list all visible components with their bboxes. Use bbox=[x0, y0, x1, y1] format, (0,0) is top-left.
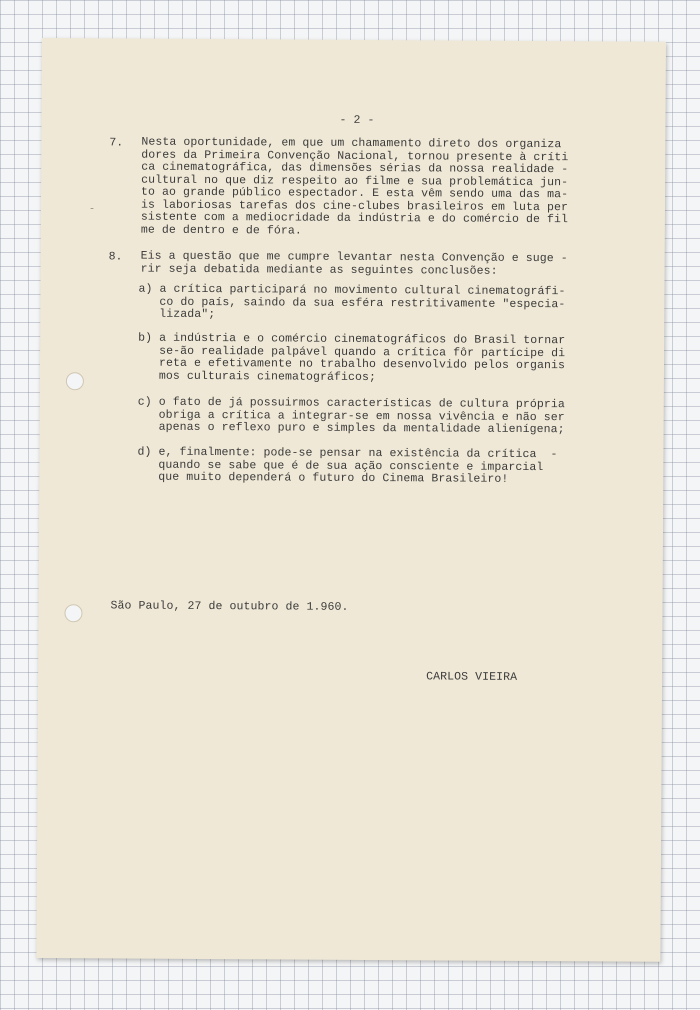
page-number: - 2 - bbox=[339, 113, 375, 128]
punch-hole bbox=[64, 604, 82, 622]
conclusion-c: c) o fato de já possuirmos características de cultura própria obriga a crítica a integrar-se em nossa vivência e não ser apenas o reflexo puro e simples da mentalidade alienígena; bbox=[137, 395, 565, 437]
margin-mark: - bbox=[88, 204, 96, 216]
conclusion-d: d) e, finalmente: pode-se pensar na existência da crítica - quando se sabe que é de sua ação consciente e imparcial que muito dependerá o futuro do Cinema Brasileiro! bbox=[137, 445, 558, 486]
item-8-number: 8. bbox=[108, 250, 123, 264]
signature-name: CARLOS VIEIRA bbox=[426, 670, 518, 684]
conclusion-a: a) a crítica participará no movimento cultural cinematográfi- co do país, saindo da sua esféra restritivamente "especia- lizada"; bbox=[138, 282, 566, 322]
item-7-paragraph: Nesta oportunidade, em que um chamamento direto dos organiza dores da Primeira Convenção Nacional, tornou presente à críti ca cinematográfica, das dimensões sérias da nossa realidade - cultural no que diz respeito ao filme e sua problemática jun- to ao grande público espectador. E esta vêm sendo uma das ma- is laboriosas tarefas dos cine-clubes brasileiros em luta per sistente com a mediocridade da indústria e do comércio de fil me de dentro e de fóra. bbox=[140, 135, 569, 238]
typed-page bbox=[36, 38, 666, 962]
punch-hole bbox=[66, 372, 84, 390]
place-and-date: São Paulo, 27 de outubro de 1.960. bbox=[110, 599, 349, 614]
item-7-number: 7. bbox=[109, 136, 124, 150]
item-8-paragraph: Eis a questão que me cumpre levantar nesta Convenção e suge - rir seja debatida mediante as seguintes conclusões: bbox=[140, 249, 568, 278]
conclusion-b: b) a indústria e o comércio cinematográficos do Brasil tornar se-ão realidade palpável quando a crítica fôr partícipe di reta e efetivamente no trabalho desenvolvido pelos organis mos culturais cinematográficos; bbox=[137, 331, 566, 384]
